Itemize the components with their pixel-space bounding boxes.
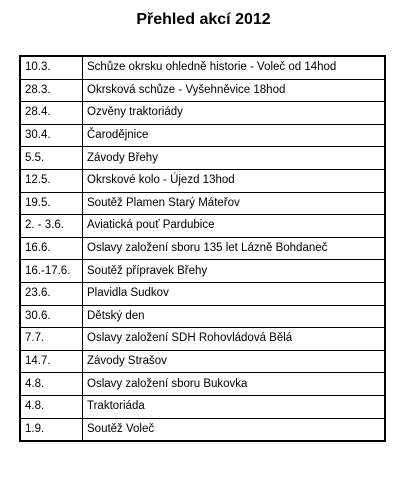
table-row — [20, 169, 385, 192]
table-row — [20, 350, 385, 373]
event-date-cell: 12.5. — [20, 169, 83, 192]
event-name-cell: Schůze okrsku ohledně historie - Voleč od 14hod — [83, 56, 386, 79]
event-name-cell: Plavidla Sudkov — [83, 282, 386, 305]
table-row — [20, 124, 385, 147]
event-date-cell: 4.8. — [20, 395, 83, 418]
table-row — [20, 192, 385, 215]
table-row — [20, 102, 385, 125]
events-table-body — [20, 56, 385, 441]
event-name-cell: Okrskové kolo - Újezd 13hod — [83, 169, 386, 192]
event-date-cell: 4.8. — [20, 373, 83, 396]
events-table — [19, 55, 386, 442]
event-name-cell: Oslavy založení sboru 135 let Lázně Bohdaneč — [83, 237, 386, 260]
event-date-cell: 16.6. — [20, 237, 83, 260]
event-name-cell: Čarodějnice — [83, 124, 386, 147]
event-date-cell: 1.9. — [20, 418, 83, 441]
event-date-cell: 30.4. — [20, 124, 83, 147]
table-row — [20, 328, 385, 351]
table-row — [20, 260, 385, 283]
event-date-cell: 5.5. — [20, 147, 83, 170]
event-date-cell: 14.7. — [20, 350, 83, 373]
event-name-cell: Traktoriáda — [83, 395, 386, 418]
event-date-cell: 28.4. — [20, 102, 83, 125]
event-name-cell: Soutěž Plamen Starý Máteřov — [83, 192, 386, 215]
event-name-cell: Oslavy založení sboru Bukovka — [83, 373, 386, 396]
event-date-cell: 2. - 3.6. — [20, 215, 83, 238]
table-row — [20, 147, 385, 170]
event-date-cell: 10.3. — [20, 56, 83, 79]
event-date-cell: 7.7. — [20, 328, 83, 351]
event-name-cell: Aviatická pouť Pardubice — [83, 215, 386, 238]
event-name-cell: Oslavy založení SDH Rohovládová Bělá — [83, 328, 386, 351]
table-row — [20, 282, 385, 305]
event-date-cell: 16.-17.6. — [20, 260, 83, 283]
table-row — [20, 56, 385, 79]
table-row — [20, 237, 385, 260]
table-row — [20, 373, 385, 396]
table-row — [20, 305, 385, 328]
event-name-cell: Závody Břehy — [83, 147, 386, 170]
event-name-cell: Soutěž přípravek Břehy — [83, 260, 386, 283]
event-name-cell: Ozvěny traktoriády — [83, 102, 386, 125]
page-title: Přehled akcí 2012 — [136, 11, 271, 28]
event-name-cell: Soutěž Voleč — [83, 418, 386, 441]
event-name-cell: Dětský den — [83, 305, 386, 328]
event-date-cell: 30.6. — [20, 305, 83, 328]
event-name-cell: Závody Strašov — [83, 350, 386, 373]
table-row — [20, 215, 385, 238]
event-date-cell: 23.6. — [20, 282, 83, 305]
event-name-cell: Okrsková schůze - Vyšehněvice 18hod — [83, 79, 386, 102]
event-date-cell: 19.5. — [20, 192, 83, 215]
event-date-cell: 28.3. — [20, 79, 83, 102]
table-row — [20, 395, 385, 418]
table-row — [20, 79, 385, 102]
table-row — [20, 418, 385, 441]
